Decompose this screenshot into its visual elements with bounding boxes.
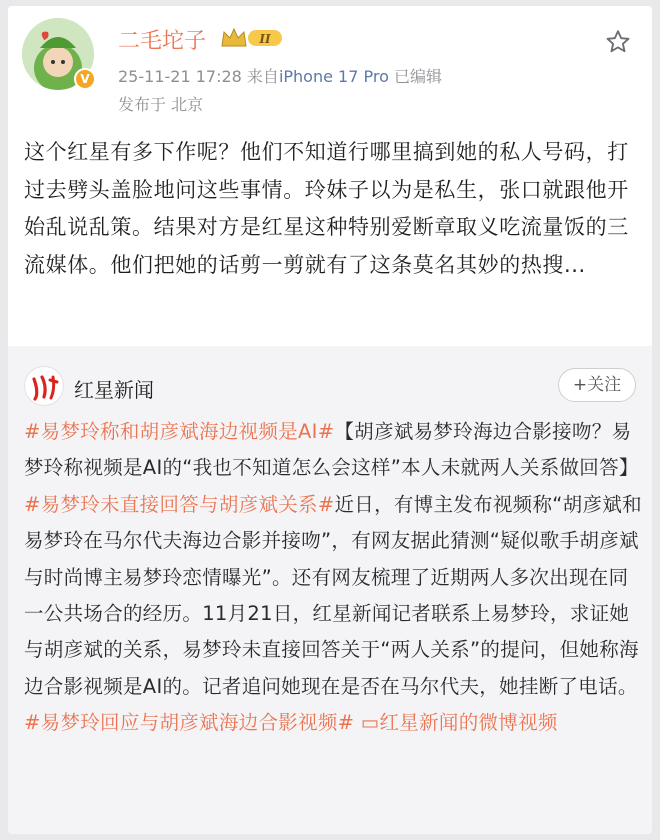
post-body-text: 这个红星有多下作呢？他们不知道行哪里搞到她的私人号码，打过去劈头盖脸地问这些事情。玲妹子以为是私生，张口就跟他开始乱说乱策。结果对方是红星这种特别爱断章取义吃流量饭的三流媒体。他们把她的话剪一剪就有了这条莫名其妙的热搜...: [24, 140, 629, 277]
reposted-card[interactable]: [8, 346, 652, 834]
post-meta: [118, 64, 442, 87]
post-timestamp: 25-11-21 17:28: [118, 67, 242, 86]
video-link[interactable]: ▭红星新闻的微博视频: [360, 711, 558, 735]
hashtag[interactable]: #易梦玲称和胡彦斌海边视频是AI#: [24, 420, 335, 443]
hashtag[interactable]: #易梦玲回应与胡彦斌海边合影视频#: [24, 711, 355, 735]
source-name[interactable]: 红星新闻: [74, 378, 154, 402]
repost-text-segment: 近日，有博主发布视频称“胡彦斌和易梦玲在马尔代夫海边合影并接吻”，有网友据此猜测“疑似歌手胡彦斌与时尚博主易梦玲恋情曝光”。还有网友梳理了近期两人多次出现在同一公共场合的经历。11月21日，红星新闻记者联系上易梦玲，求证她与胡彦斌的关系，易梦玲未直接回答关于“两人关系”的提问，但她称海边合影视频是AI的。记者追问她现在是否在马尔代夫，她挂断了电话。: [24, 492, 642, 698]
post-header: [8, 6, 652, 124]
source-logo[interactable]: [24, 366, 64, 406]
repost-text-segment: 【胡彦斌易梦玲海边合影接吻？易梦玲称视频是AI的“我也不知道怎么会这样”本人未就两人关系做回答】: [24, 420, 639, 480]
hashtag[interactable]: #易梦玲未直接回答与胡彦斌关系#: [24, 492, 335, 516]
author-name[interactable]: 二毛坨子: [118, 29, 207, 54]
crown-vip-icon[interactable]: [220, 26, 284, 50]
follow-button[interactable]: +关注: [558, 368, 636, 402]
star-outline-icon[interactable]: [604, 28, 632, 56]
post-source-prefix: 来自: [246, 67, 279, 86]
weibo-post-frame: [8, 6, 652, 834]
red-star-logo-icon: [25, 367, 64, 406]
repost-body-text: [24, 414, 644, 742]
vip-level-text: II: [259, 32, 271, 46]
edited-label[interactable]: 已编辑: [393, 67, 442, 86]
post-device[interactable]: iPhone 17 Pro: [278, 67, 389, 86]
post-location: 发布于 北京: [118, 95, 204, 114]
verified-badge-icon: V: [74, 68, 96, 90]
